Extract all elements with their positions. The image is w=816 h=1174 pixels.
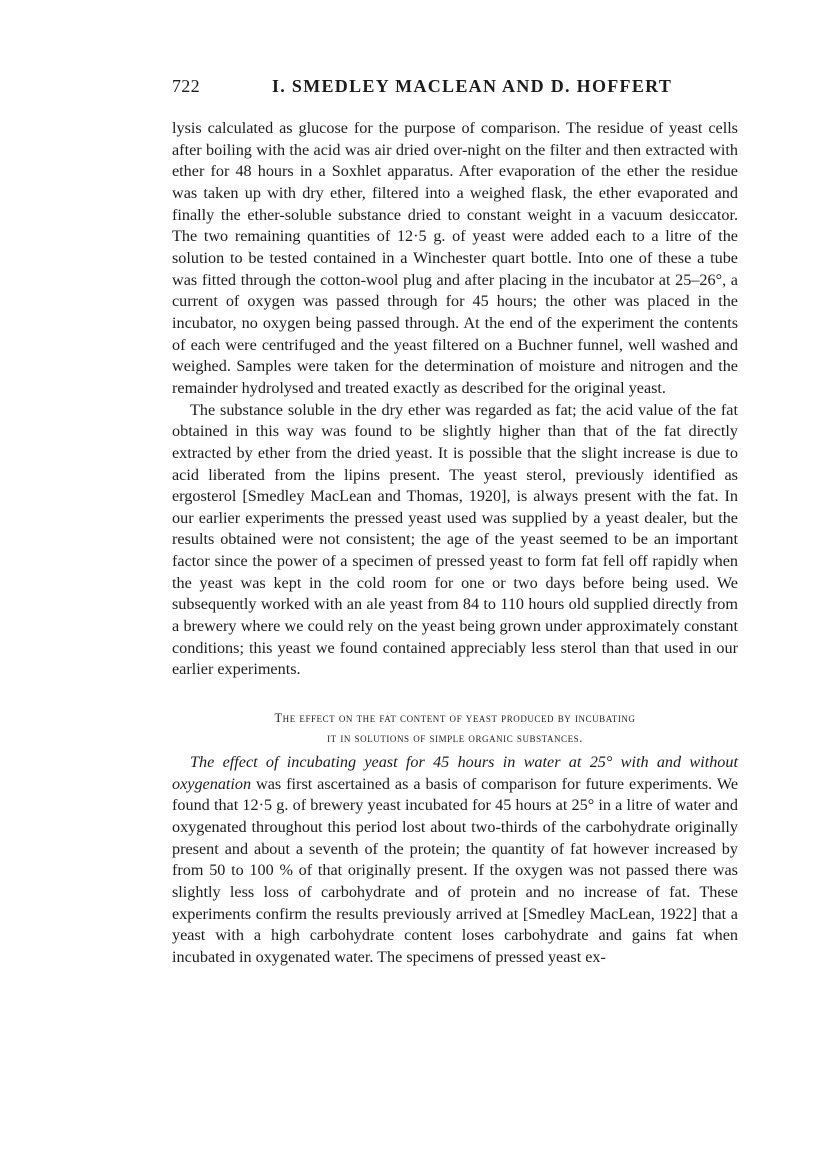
running-title: I. SMEDLEY MACLEAN AND D. HOFFERT <box>272 76 673 96</box>
body-text-bottom <box>172 752 738 969</box>
running-header <box>172 76 726 102</box>
paragraph-continued: lysis calculated as glucose for the purpose of comparison. The residue of yeast cells after boiling with the acid was air dried over-night on the filter and then extracted with ether for 48 hours in a Soxhlet apparatus. After evaporation of the ether the residue was taken up with dry ether, filtered into a weighed flask, the ether evaporated and finally the ether-soluble substance dried to constant weight in a vacuum desiccator. The two remaining quantities of 12·5 g. of yeast were added each to a litre of the solution to be tested contained in a Winchester quart bottle. Into one of these a tube was fitted through the cotton-wool plug and after placing in the incubator at 25–26°, a current of oxygen was passed through for 45 hours; the other was placed in the incubator, no oxygen being passed through. At the end of the experiment the contents of each were centrifuged and the yeast filtered on a Buchner funnel, well washed and weighed. Samples were taken for the determination of moisture and nitrogen and the remainder hydrolysed and treated exactly as described for the original yeast. <box>172 119 738 397</box>
section-heading-line-1: The effect on the fat content of yeast produced by incubating <box>274 711 636 725</box>
paragraph-incubation-text: was first ascertained as a basis of comparison for future experiments. We found that 12·5 g. of brewery yeast incubated for 45 hours at 25° in a litre of water and oxygenated throughout this period lost about two-thirds of the carbohydrate originally present and about a seventh of the protein; the quantity of fat however increased by from 50 to 100 % of that originally present. If the oxygen was not passed there was slightly less loss of carbohydrate and of protein and no increase of fat. These experiments confirm the results previously arrived at [Smedley MacLean, 1922] that a yeast with a high carbohydrate content loses carbohydrate and gains fat when incubated in oxygenated water. The specimens of pressed yeast ex- <box>172 774 738 966</box>
italic-lead-in: The effect of incubating yeast for 45 hours in water at 25° with and without oxygenation <box>172 753 738 793</box>
page-number: 722 <box>172 76 200 96</box>
section-heading-line-2: it in solutions of simple organic substances. <box>327 731 583 745</box>
body-text-top <box>172 118 738 681</box>
section-heading <box>172 708 738 748</box>
paragraph-incubation <box>172 752 738 969</box>
paragraph-fat-definition: The substance soluble in the dry ether was regarded as fat; the acid value of the fat obtained in this way was found to be slightly higher than that of the fat directly extracted by ether from the dried yeast. It is possible that the slight increase is due to acid liberated from the lipins present. The yeast sterol, previously identified as ergosterol [Smedley MacLean and Thomas, 1920], is always present with the fat. In our earlier experiments the pressed yeast used was supplied by a yeast dealer, but the results obtained were not consistent; the age of the yeast seemed to be an important factor since the power of a specimen of pressed yeast to form fat fell off rapidly when the yeast was kept in the cold room for one or two days before being used. We subsequently worked with an ale yeast from 84 to 110 hours old supplied directly from a brewery where we could rely on the yeast being grown under approximately constant conditions; this yeast we found contained appreciably less sterol than that used in our earlier experiments. <box>172 400 738 679</box>
